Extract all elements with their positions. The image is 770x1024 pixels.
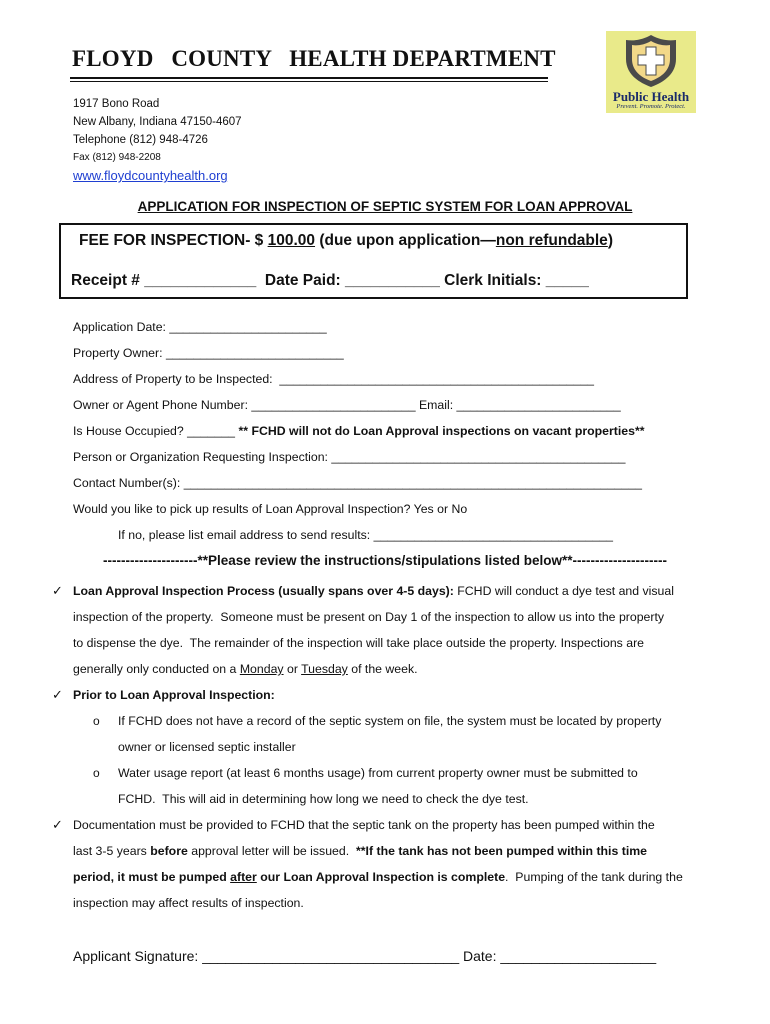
- item3-line1: Documentation must be provided to FCHD that the septic tank on the property has been pumped within the: [73, 818, 655, 832]
- item3-line4: inspection may affect results of inspection.: [73, 896, 304, 910]
- fee-label: FEE FOR INSPECTION- $: [79, 232, 268, 249]
- address-line-2: New Albany, Indiana 47150-4607: [73, 116, 242, 128]
- address-line-1: 1917 Bono Road: [73, 98, 160, 110]
- item1-heading: Loan Approval Inspection Process (usually spans over 4-5 days):: [73, 584, 454, 598]
- item3-line3-bold: period, it must be pumped: [73, 870, 231, 884]
- sub1-line2: owner or licensed septic installer: [118, 740, 296, 754]
- item1-line2: inspection of the property. Someone must be present on Day 1 of the inspection to allow us into the property: [73, 610, 665, 624]
- logo-tagline: Prevent. Promote. Protect.: [616, 103, 686, 110]
- fee-note-end: ): [607, 232, 613, 249]
- item3-line2-text: last 3-5 years: [73, 844, 151, 858]
- sub1-line1: If FCHD does not have a record of the septic system on file, the system must be located by property: [118, 714, 662, 728]
- title-rule-thin: [70, 81, 548, 82]
- fee-amount: 100.00: [267, 232, 316, 249]
- after-text: after: [230, 870, 257, 884]
- item1-line4-text: generally only conducted on a: [73, 662, 240, 676]
- vacant-note: ** FCHD will not do Loan Approval inspections on vacant properties**: [238, 424, 645, 438]
- shield-cross-icon: [606, 31, 696, 89]
- or-text: or: [283, 662, 302, 676]
- bullet-o-icon: o: [93, 766, 100, 780]
- bullet-o-icon: o: [93, 714, 100, 728]
- title-rule-thick: [70, 77, 548, 79]
- check-icon: ✓: [52, 583, 63, 598]
- item1-line4: [73, 662, 418, 676]
- logo-name: Public Health: [612, 89, 690, 104]
- check-icon: ✓: [52, 687, 63, 702]
- fee-note: (due upon application—: [315, 232, 496, 249]
- item1-line4-end: of the week.: [347, 662, 418, 676]
- phone-email-field[interactable]: Owner or Agent Phone Number: ________________________ Email: ________________________: [73, 398, 621, 412]
- item2-heading: Prior to Loan Approval Inspection:: [73, 688, 275, 702]
- email-results-field[interactable]: If no, please list email address to send results: ___________________________________: [118, 528, 613, 542]
- sub2-line1: Water usage report (at least 6 months usage) from current property owner must be submitted to: [118, 766, 638, 780]
- contact-number-field[interactable]: Contact Number(s): ___________________________________________________________________: [73, 476, 642, 490]
- occupied-label: Is House Occupied? _______: [73, 424, 239, 438]
- sub2-line2: FCHD. This will aid in determining how long we need to check the dye test.: [118, 792, 529, 806]
- item3-line3-bold-end: our Loan Approval Inspection is complete: [256, 870, 506, 884]
- instructions-separator: ---------------------**Please review the instructions/stipulations listed below**---------------------: [103, 553, 667, 568]
- requester-field[interactable]: Person or Organization Requesting Inspection: ___________________________________________: [73, 450, 626, 464]
- item3-line3: [73, 870, 683, 884]
- property-address-field[interactable]: Address of Property to be Inspected: ______________________________________________: [73, 372, 595, 386]
- fee-line: [79, 232, 613, 250]
- tuesday-text: Tuesday: [301, 662, 348, 676]
- check-icon: ✓: [52, 817, 63, 832]
- monday-text: Monday: [239, 662, 284, 676]
- item3-line2: [73, 844, 647, 858]
- property-owner-field[interactable]: Property Owner: __________________________: [73, 346, 344, 360]
- application-date-field[interactable]: Application Date: _______________________: [73, 320, 327, 334]
- telephone: Telephone (812) 948-4726: [73, 134, 208, 146]
- form-heading: APPLICATION FOR INSPECTION OF SEPTIC SYSTEM FOR LOAN APPROVAL: [137, 199, 633, 214]
- website-link[interactable]: www.floydcountyhealth.org: [73, 168, 228, 183]
- applicant-signature-field[interactable]: Applicant Signature: _________________________________ Date: ____________________: [73, 948, 657, 964]
- item3-warning: **If the tank has not been pumped within this time: [355, 844, 648, 858]
- item3-line3-rest: . Pumping of the tank during the: [505, 870, 683, 884]
- department-title: FLOYD COUNTY HEALTH DEPARTMENT: [72, 46, 556, 71]
- fax: Fax (812) 948-2208: [73, 152, 161, 163]
- public-health-logo: [606, 31, 696, 113]
- house-occupied-field[interactable]: [73, 424, 645, 438]
- before-text: before: [150, 844, 188, 858]
- non-refundable-text: non refundable: [495, 232, 608, 249]
- item1-text: FCHD will conduct a dye test and visual: [453, 584, 674, 598]
- receipt-line[interactable]: Receipt # _____________ Date Paid: ___________ Clerk Initials: _____: [71, 272, 589, 289]
- item3-line2-mid: approval letter will be issued.: [187, 844, 356, 858]
- item1-line1: [73, 584, 674, 598]
- pickup-results-question[interactable]: Would you like to pick up results of Loan Approval Inspection? Yes or No: [73, 502, 468, 516]
- item1-line3: to dispense the dye. The remainder of the inspection will take place outside the property. Inspections are: [73, 636, 645, 650]
